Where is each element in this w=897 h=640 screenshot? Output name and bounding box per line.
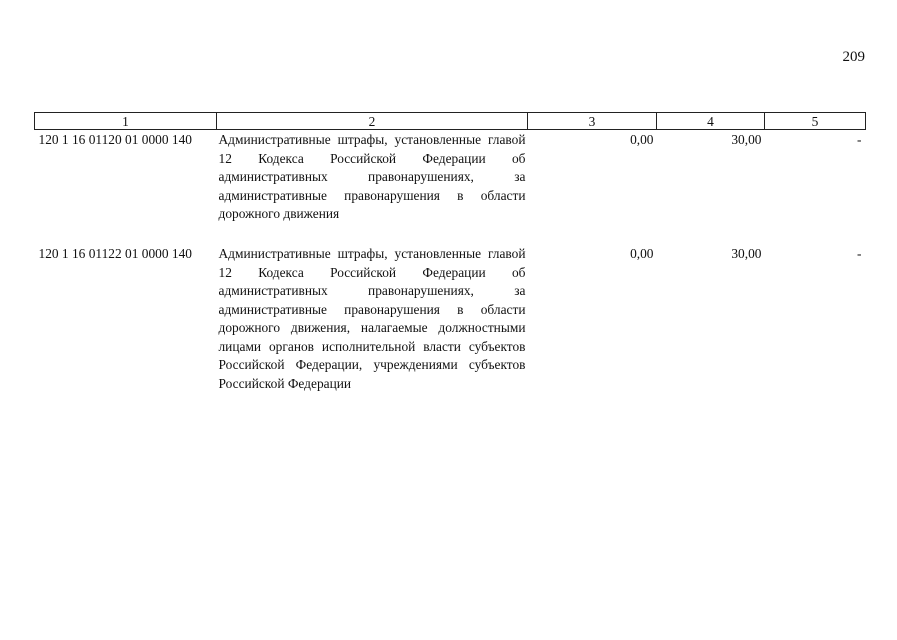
value-col4: 30,00 xyxy=(731,132,762,147)
column-header-5: 5 xyxy=(765,113,866,130)
column-header-2: 2 xyxy=(217,113,528,130)
value-col4: 30,00 xyxy=(731,246,762,261)
column-header-1: 1 xyxy=(35,113,217,130)
revenue-name: Административные штрафы, установленные главой 12 Кодекса Российской Федерации об административных правонарушениях, за административные правонарушения в области дорожного движения xyxy=(218,132,526,221)
table-row xyxy=(35,244,866,415)
table-header-row xyxy=(35,113,866,130)
table-row xyxy=(35,130,866,245)
value-col5: - xyxy=(857,246,862,261)
value-col3: 0,00 xyxy=(630,246,654,261)
page-number: 209 xyxy=(842,49,865,65)
column-header-3: 3 xyxy=(528,113,657,130)
value-col3: 0,00 xyxy=(630,132,654,147)
budget-code: 120 1 16 01122 01 0000 140 xyxy=(38,246,192,261)
budget-code: 120 1 16 01120 01 0000 140 xyxy=(38,132,192,147)
value-col5: - xyxy=(857,132,862,147)
revenue-name: Административные штрафы, установленные главой 12 Кодекса Российской Федерации об административных правонарушениях, за административные правонарушения в области дорожного движения, налагаемые должностными лицами органов исполнительной власти субъектов Российской Федерации, учреждениями субъектов Российской Федерации xyxy=(218,246,526,391)
budget-table xyxy=(34,112,866,415)
column-header-4: 4 xyxy=(657,113,765,130)
